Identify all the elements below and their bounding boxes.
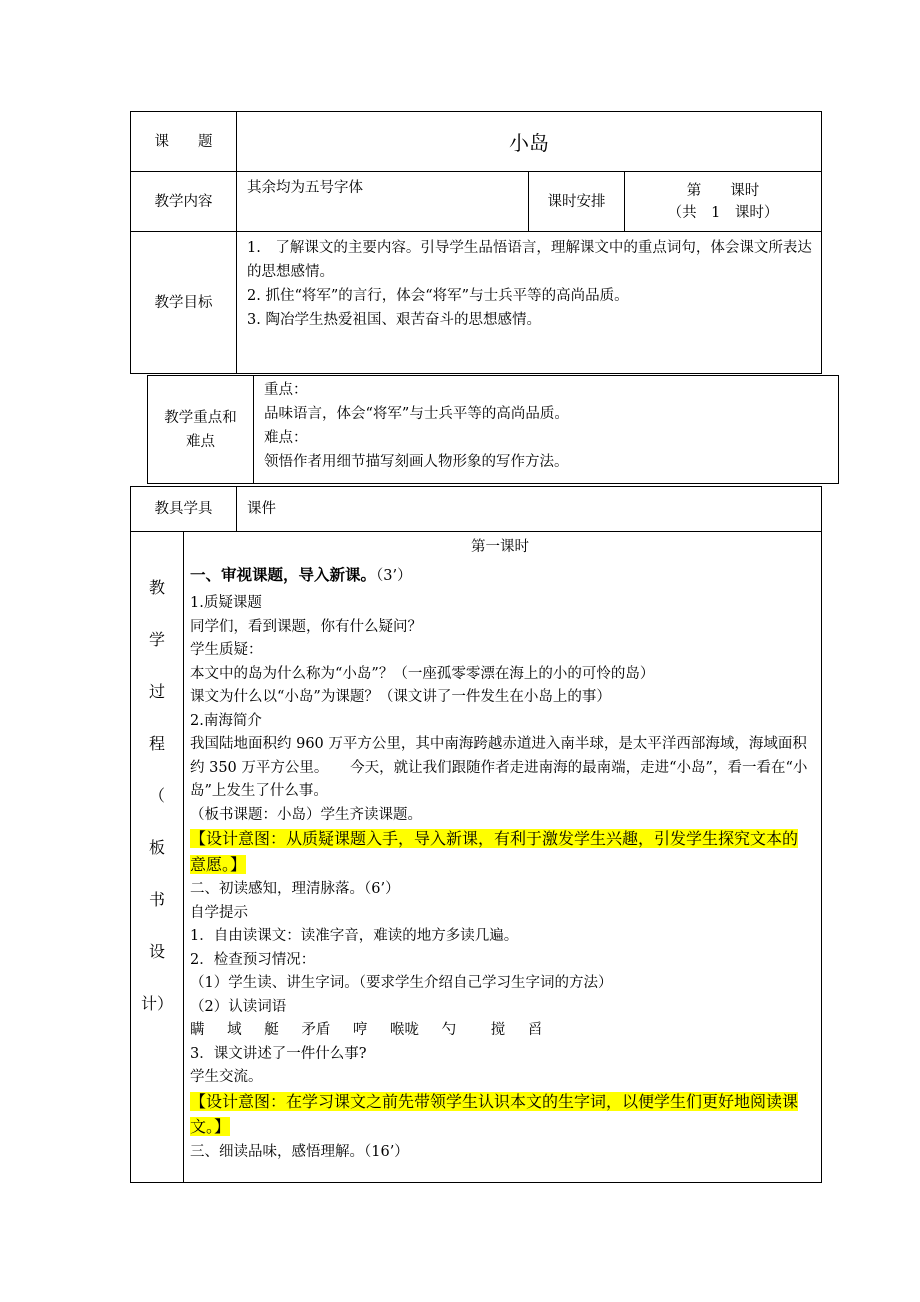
s2-design-note <box>190 1090 810 1141</box>
s1-intro: 我国陆地面积约 960 万平方公里，其中南海跨越赤道进入南半球，是太平洋西部海域，海域面积约 350 万平方公里。 今天，就让我们跟随作者走进南海的最南端，走进“小岛”，看一看在“小岛”上发生了什么事。 <box>190 736 808 799</box>
schedule-label: 课时安排 <box>529 172 625 232</box>
process-label-char: 程 <box>148 734 165 753</box>
vocab-word: 哼 <box>352 1022 368 1038</box>
vocab-word: 喉咙 <box>390 1022 420 1038</box>
focus-label <box>148 376 254 484</box>
process-label-char: 教 <box>148 578 165 597</box>
focus-line: 领悟作者用细节描写刻画人物形象的写作方法。 <box>264 454 569 470</box>
process-label-char: 计） <box>140 994 173 1013</box>
process-label-char: 书 <box>148 890 165 909</box>
s2-item-2a: （1）学生读、讲生字词。（要求学生介绍自己学习生字词的方法） <box>190 975 613 991</box>
vocab-word: 勺 <box>441 1022 457 1038</box>
vocab-word: 域 <box>227 1022 242 1038</box>
s1-q1: 本文中的岛为什么称为“小岛”？（一座孤零零漂在海上的小的可怜的岛） <box>190 665 655 682</box>
goals-label: 教学目标 <box>131 232 237 374</box>
focus-line: 难点： <box>264 430 308 446</box>
s2-tip: 自学提示 <box>190 904 248 921</box>
focus-line: 重点： <box>264 382 308 398</box>
process-body <box>190 536 810 1164</box>
lesson-info-table <box>130 111 822 374</box>
s1-design-note <box>190 827 810 878</box>
section-1-time: （3’） <box>376 567 412 584</box>
s2-item-2b: （2）认读词语 <box>190 998 287 1015</box>
goal-item: 3. 陶冶学生热爱祖国、艰苦奋斗的思想感情。 <box>247 312 541 328</box>
focus-label-line-2: 难点 <box>186 433 215 450</box>
process-label-char: 学 <box>148 630 165 649</box>
section-1-heading-text: 一、审视课题，导入新课。 <box>190 565 377 584</box>
s2-item-3: 3．课文讲述了一件什么事? <box>190 1045 367 1062</box>
process-label <box>131 532 184 1183</box>
content-label: 教学内容 <box>131 172 237 232</box>
section-3-heading: 三、细读品味，感悟理解。（16’） <box>190 1143 409 1160</box>
focus-content <box>254 376 839 484</box>
process-label-char: 过 <box>148 682 165 701</box>
tools-value: 课件 <box>237 487 822 532</box>
vocab-word: 艇 <box>264 1022 279 1038</box>
schedule-line-2: （共 1 课时） <box>667 204 779 221</box>
s2-exchange: 学生交流。 <box>190 1069 263 1085</box>
s1-q2: 课文为什么以“小岛”为课题？（课文讲了一件发生在小岛上的事） <box>190 689 611 705</box>
process-label-char: （ <box>148 786 165 805</box>
s2-item-2: 2．检查预习情况： <box>190 951 316 968</box>
goal-item: 2. 抓住“将军”的言行，体会“将军”与士兵平等的高尚品质。 <box>247 288 629 304</box>
focus-table <box>147 375 839 484</box>
period-title: 第一课时 <box>471 539 529 555</box>
content-value: 其余均为五号字体 <box>237 172 529 232</box>
topic-label: 课 题 <box>131 112 237 172</box>
s1-board: （板书课题：小岛）学生齐读课题。 <box>190 806 422 823</box>
s1-design-highlight: 【设计意图：从质疑课题入手，导入新课，有利于激发学生兴趣，引发学生探究文本的意愿。】 <box>190 829 799 874</box>
s2-design-highlight: 【设计意图：在学习课文之前先带领学生认识本文的生字词，以便学生们更好地阅读课文。】 <box>190 1091 799 1136</box>
lesson-title: 小岛 <box>237 112 822 172</box>
goal-item: 1. 了解课文的主要内容。引导学生品悟语言，理解课文中的重点词句，体会课文所表达的思想感情。 <box>247 240 812 280</box>
s1-question: 同学们，看到课题，你有什么疑问？ <box>190 618 422 635</box>
s2-item-1: 1．自由读课文：读准字音，难读的地方多读几遍。 <box>190 928 519 944</box>
s1-sub1: 1.质疑课题 <box>190 595 262 611</box>
section-1-heading <box>190 564 810 589</box>
focus-line: 品味语言，体会“将军”与士兵平等的高尚品质。 <box>264 406 569 422</box>
goals-list <box>237 232 822 374</box>
s1-student: 学生质疑： <box>190 642 263 658</box>
schedule-value <box>625 172 822 232</box>
process-label-char: 板 <box>148 838 165 857</box>
vocab-word: 搅 <box>490 1022 506 1038</box>
vocab-word: 瞒 <box>190 1022 205 1038</box>
vocab-word: 舀 <box>527 1022 543 1038</box>
vocab-words <box>190 1019 810 1043</box>
focus-label-line-1: 教学重点和 <box>164 409 237 426</box>
tools-label: 教具学具 <box>131 487 237 532</box>
process-label-char: 设 <box>148 942 165 961</box>
schedule-line-1: 第 课时 <box>686 182 760 199</box>
vocab-word: 矛盾 <box>301 1022 331 1038</box>
s1-sub2: 2.南海简介 <box>190 712 262 729</box>
section-2-heading: 二、初读感知，理清脉落。（6’） <box>190 881 400 897</box>
